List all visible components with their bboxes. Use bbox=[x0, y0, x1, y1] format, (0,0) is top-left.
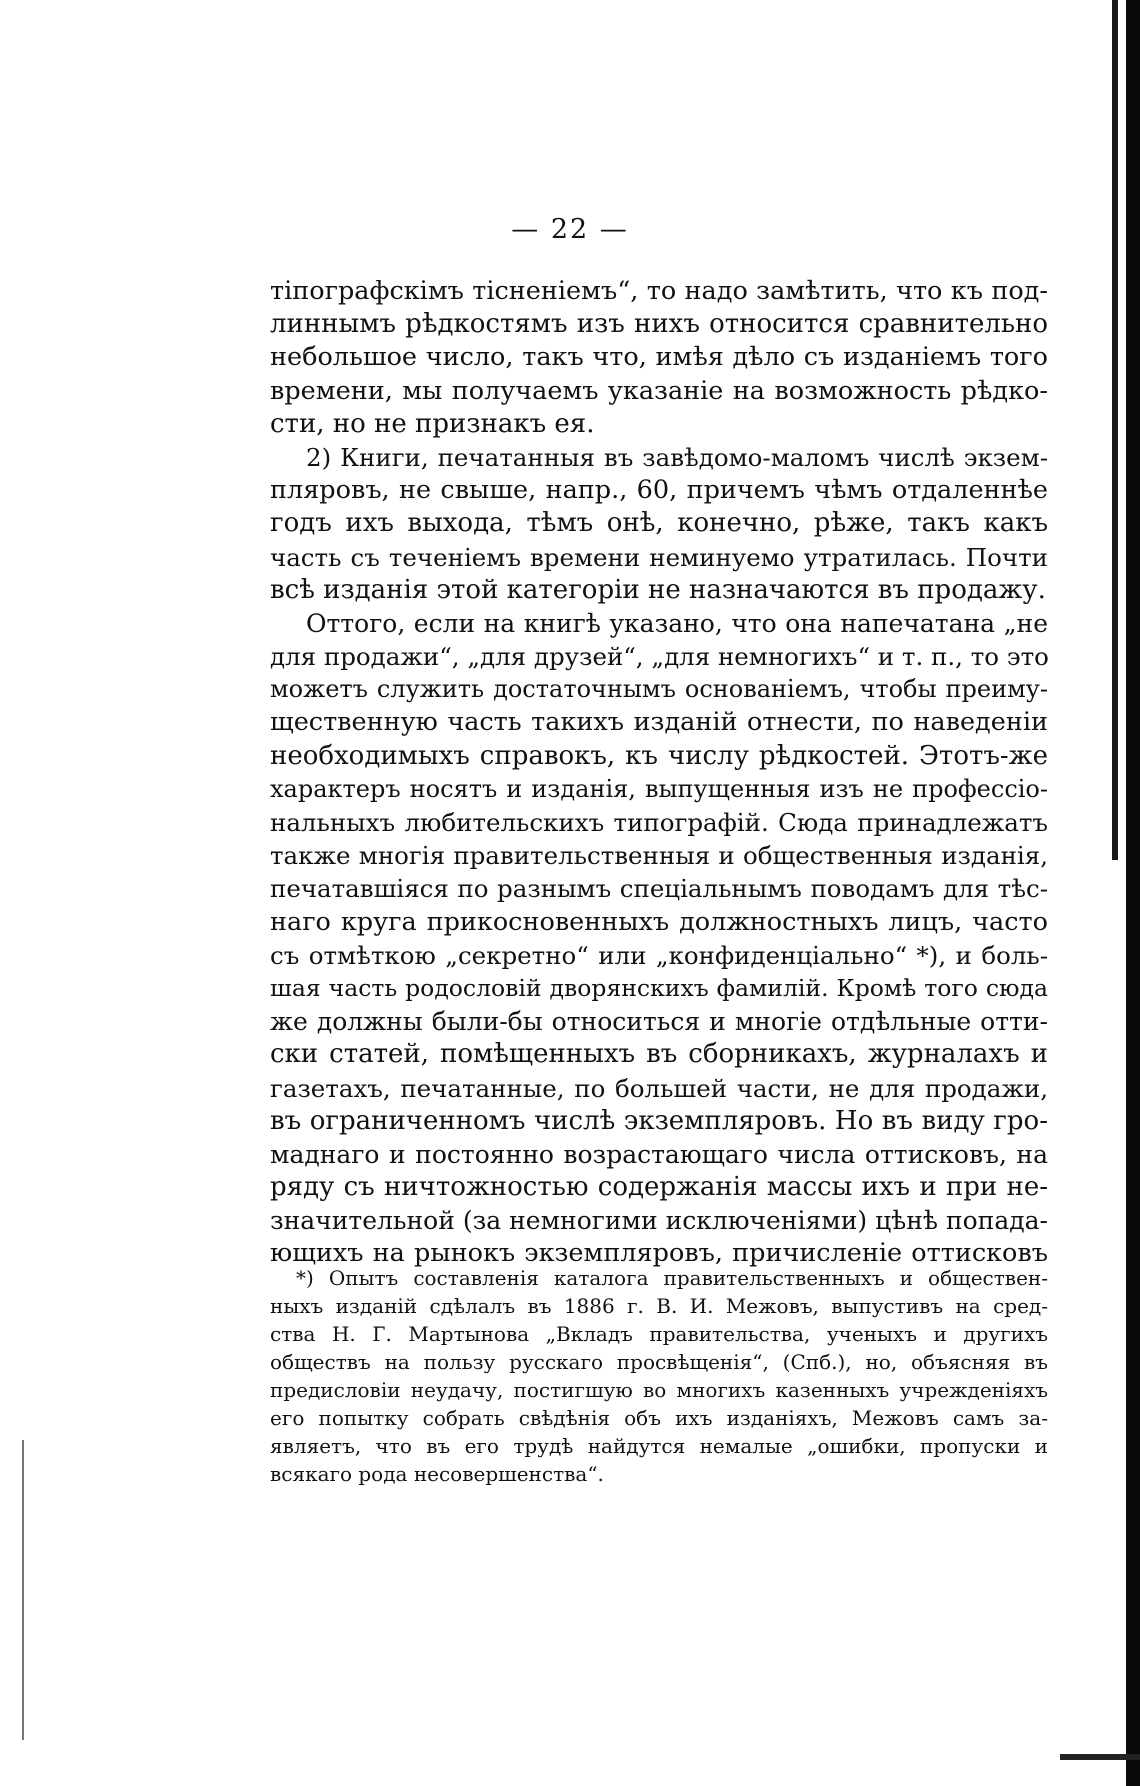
text-line: пляровъ, не свыше, напр., 60, причемъ чѣмъ отдаленнѣе bbox=[270, 475, 1048, 506]
text-line: часть съ теченiемъ времени неминуемо утратилась. Почти bbox=[270, 542, 1048, 572]
text-line: значительной (за немногими исключенiями) цѣнѣ попада- bbox=[270, 1206, 1048, 1236]
text-line: ющихъ на рынокъ экземпляровъ, причисленiе оттисковъ bbox=[270, 1238, 1048, 1269]
footnote-line: всякаго рода несовершенства“. bbox=[270, 1462, 604, 1486]
text-line: ски статей, помѣщенныхъ въ сборникахъ, журналахъ и bbox=[270, 1039, 1048, 1070]
footnote-line: ства Н. Г. Мартынова „Вкладъ правительства, ученыхъ и другихъ bbox=[270, 1322, 1048, 1346]
text-line: въ ограниченномъ числѣ экземпляровъ. Но въ виду гро- bbox=[270, 1105, 1048, 1136]
footnote-line: являетъ, что въ его трудѣ найдутся немалые „ошибки, пропуски и bbox=[270, 1434, 1048, 1458]
footnote-line: предисловiи неудачу, постигшую во многихъ казенныхъ учрежденiяхъ bbox=[270, 1378, 1048, 1402]
text-line: небольшое число, такъ что, имѣя дѣло съ изданiемъ того bbox=[270, 342, 1048, 373]
footnote-line: его попытку собрать свѣдѣнiя объ ихъ изданiяхъ, Межовъ самъ за- bbox=[270, 1406, 1048, 1430]
footnote bbox=[270, 1264, 1048, 1488]
text-line: характеръ носятъ и изданiя, выпущенныя изъ не профессiо- bbox=[270, 774, 1048, 803]
text-line: всѣ изданiя этой категорiи не назначаются въ продажу. bbox=[270, 574, 1046, 605]
text-line: линнымъ рѣдкостямъ изъ нихъ относится сравнительно bbox=[270, 309, 1048, 340]
text-line: сти, но не признакъ ея. bbox=[270, 408, 595, 439]
text-line: 2) Книги, печатанныя въ завѣдомо-маломъ числѣ экзем- bbox=[306, 442, 1048, 472]
page-number: — 22 — bbox=[511, 214, 629, 245]
scan-edge-right bbox=[1126, 0, 1140, 1786]
text-line: тiпографскiмъ тiсненiемъ“, то надо замѣтить, что къ под- bbox=[270, 276, 1048, 306]
text-line: времени, мы получаемъ указанiе на возможность рѣдко- bbox=[270, 375, 1048, 406]
text-line: годъ ихъ выхода, тѣмъ онѣ, конечно, рѣже, такъ какъ bbox=[270, 508, 1048, 539]
text-line: же должны были-бы относиться и многiе отдѣльные отти- bbox=[270, 1007, 1048, 1037]
text-line: наго круга прикосновенныхъ должностныхъ лицъ, часто bbox=[270, 906, 1048, 937]
text-line: съ отмѣткою „секретно“ или „конфиденцiально“ *), и боль- bbox=[270, 940, 1048, 970]
text-line: ряду съ ничтожностью содержанiя массы ихъ и при не- bbox=[270, 1172, 1048, 1203]
scan-edge-left bbox=[22, 1440, 24, 1740]
text-line: необходимыхъ справокъ, къ числу рѣдкостей. Этотъ-же bbox=[270, 740, 1048, 771]
text-line: щественную часть такихъ изданiй отнести, по наведенiи bbox=[270, 707, 1048, 738]
text-line: также многiя правительственныя и общественныя изданiя, bbox=[270, 841, 1048, 871]
text-line: печатавшiяся по разнымъ спецiальнымъ поводамъ для тѣс- bbox=[270, 874, 1048, 904]
body-text bbox=[270, 275, 1048, 1271]
text-line: для продажи“, „для друзей“, „для немногихъ“ и т. п., то это bbox=[270, 642, 1049, 672]
scan-mark bbox=[1060, 1754, 1140, 1760]
scan-edge-shadow bbox=[1112, 0, 1118, 860]
text-line: маднаго и постоянно возрастающаго числа оттисковъ, на bbox=[270, 1139, 1048, 1169]
footnote-line: *) Опытъ составленiя каталога правительственныхъ и обществен- bbox=[296, 1266, 1048, 1290]
text-line: Оттого, если на книгѣ указано, что она напечатана „не bbox=[306, 608, 1048, 638]
footnote-line: ныхъ изданiй сдѣлалъ въ 1886 г. В. И. Межовъ, выпустивъ на сред- bbox=[270, 1294, 1048, 1318]
text-line: газетахъ, печатанные, по большей части, не для продажи, bbox=[270, 1073, 1048, 1103]
text-line: шая часть родословiй дворянскихъ фамилiй. Кромѣ того сюда bbox=[270, 973, 1048, 1002]
text-line: можетъ служить достаточнымъ основанiемъ, чтобы преиму- bbox=[270, 675, 1048, 704]
text-line: нальныхъ любительскихъ типографiй. Сюда принадлежатъ bbox=[270, 808, 1048, 837]
footnote-line: обществъ на пользу русскаго просвѣщенiя“, (Спб.), но, объясняя въ bbox=[270, 1350, 1048, 1374]
